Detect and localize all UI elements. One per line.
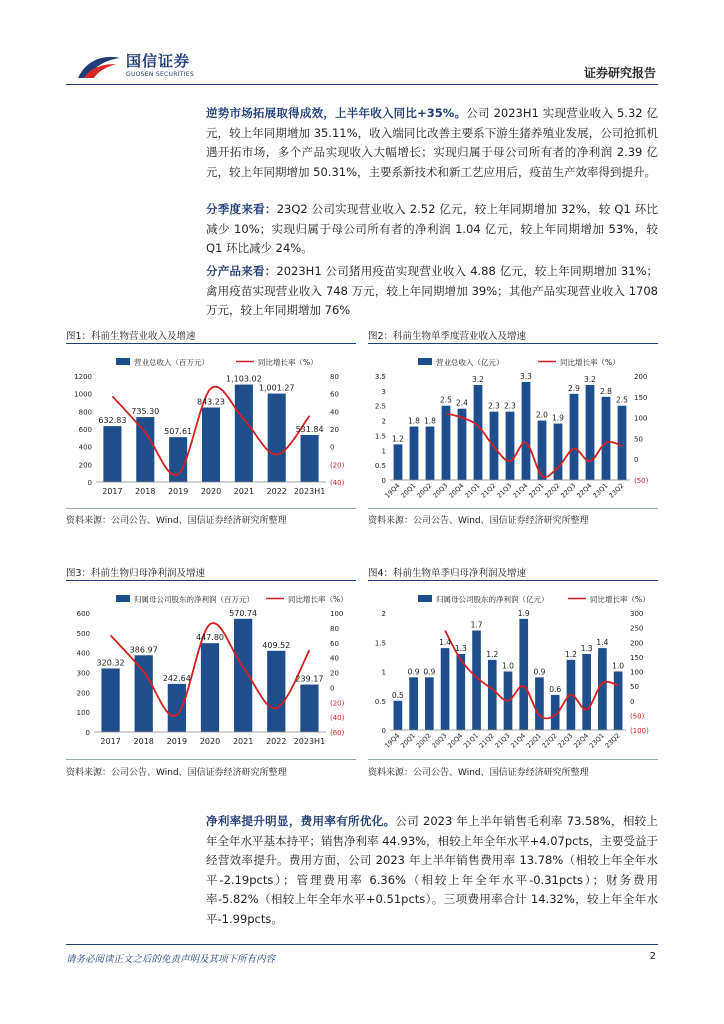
bar: [535, 677, 544, 730]
bar: [519, 619, 528, 730]
x-tick-label: 2023H1: [293, 737, 326, 746]
x-tick-label: 22Q2: [543, 481, 562, 500]
bar: [394, 444, 403, 480]
legend-bar-swatch: [418, 358, 432, 365]
x-tick-label: 2019: [167, 487, 189, 496]
y2-tick-label: 20: [330, 669, 339, 678]
bar-value-label: 2.9: [568, 383, 580, 393]
y-tick-label: 3.5: [374, 373, 386, 381]
y-tick-label: 400: [76, 649, 90, 658]
figure-4-title: 图4：科前生物单季归母净利润及增速: [368, 568, 527, 579]
y2-tick-label: 0: [630, 697, 635, 706]
bar-value-label: 1.8: [424, 416, 436, 426]
y-tick-label: 1: [381, 447, 386, 456]
x-tick-label: 23Q1: [587, 731, 606, 750]
x-tick-label: 2020: [200, 487, 222, 496]
x-tick-label: 2018: [133, 737, 154, 746]
figure-2-bottom-rule: [368, 508, 658, 509]
bar-value-label: 1.3: [580, 643, 593, 653]
legend-bar-label: 归属母公司股东的净利润（百万元）: [134, 595, 254, 604]
x-tick-label: 22Q4: [572, 731, 591, 750]
x-tick-label: 2018: [135, 487, 156, 496]
figure-2-top-rule: [368, 343, 658, 344]
y2-tick-label: 0: [330, 684, 335, 693]
y-tick-label: 300: [76, 669, 90, 678]
x-tick-label: 21Q3: [495, 481, 514, 500]
chart-legend: [116, 594, 348, 604]
y2-tick-label: 100: [630, 668, 644, 677]
y-tick-label: 2: [381, 417, 386, 426]
bar-value-label: 0.5: [391, 690, 404, 700]
bar: [586, 385, 595, 480]
chart-legend: [418, 594, 650, 604]
bar-value-label: 1,103.02: [226, 374, 262, 384]
figure-4-bottom-rule: [368, 759, 658, 760]
y2-tick-label: (20): [330, 699, 345, 708]
bar-value-label: 2.5: [616, 395, 628, 405]
x-tick-label: 19Q4: [383, 481, 402, 500]
bar-value-label: 2.3: [488, 401, 500, 411]
bar: [506, 412, 515, 480]
y2-tick-label: 100: [330, 610, 344, 618]
figure-3-chart: [66, 587, 356, 754]
report-type-label: 证券研究报告: [583, 66, 656, 80]
y2-tick-label: (50): [634, 477, 649, 485]
bar: [101, 668, 119, 732]
bar-value-label: 507.61: [164, 427, 193, 437]
bar-value-label: 3.3: [520, 371, 532, 381]
footer-disclaimer: 请务必阅读正文之后的免责声明及其项下所有内容: [66, 954, 276, 965]
paragraph-heading: 净利率提升明显，费用率有所优化。: [206, 814, 396, 828]
x-tick-label: 2017: [100, 737, 121, 746]
bar: [582, 654, 591, 730]
y2-tick-label: (20): [330, 461, 345, 470]
bar-value-label: 1.9: [552, 413, 564, 423]
y2-tick-label: 300: [630, 610, 644, 618]
bar: [425, 677, 434, 730]
bar: [394, 701, 403, 730]
bar: [570, 394, 579, 480]
growth-line: [446, 410, 622, 477]
y-tick-label: 1000: [74, 390, 92, 399]
figure-3-top-rule: [66, 580, 356, 581]
bar: [103, 426, 121, 482]
figure-1-source: 资料来源：公司公告、Wind、国信证券经济研究所整理: [66, 516, 287, 526]
x-tick-label: 23Q2: [607, 481, 626, 500]
x-tick-label: 20Q3: [431, 481, 450, 500]
x-tick-label: 20Q4: [446, 731, 465, 750]
y-tick-label: 200: [76, 689, 90, 698]
y2-tick-label: 150: [630, 653, 644, 662]
bar-value-label: 531.84: [295, 425, 324, 435]
figure-3-bottom-rule: [66, 759, 356, 760]
x-tick-label: 22Q3: [556, 731, 575, 750]
x-tick-label: 21Q2: [479, 481, 498, 500]
bar: [602, 397, 611, 480]
bar: [169, 437, 187, 482]
bar-value-label: 0.9: [407, 667, 420, 677]
legend-line-label: 同比增长率（%）: [288, 595, 348, 604]
bar-value-label: 242.64: [162, 673, 191, 683]
x-tick-label: 2022: [266, 737, 287, 746]
bar-value-label: 2.3: [504, 401, 516, 411]
y-tick-label: 0: [87, 479, 92, 487]
y-tick-label: 0.5: [374, 462, 386, 471]
y-tick-label: 1.5: [374, 639, 386, 648]
footer-divider: [66, 944, 658, 945]
bar-value-label: 843.23: [197, 397, 225, 407]
bar: [268, 394, 286, 482]
y2-tick-label: 200: [630, 639, 644, 648]
y-tick-label: 1200: [74, 373, 92, 381]
legend-bar-swatch: [116, 595, 130, 602]
paragraph-products: [206, 262, 658, 321]
x-tick-label: 20Q2: [414, 731, 433, 750]
x-tick-label: 22Q4: [575, 481, 594, 500]
y-tick-label: 800: [78, 408, 92, 417]
paragraph-margins: [206, 812, 658, 929]
x-tick-label: 2020: [199, 737, 221, 746]
x-tick-label: 21Q4: [509, 731, 528, 750]
y2-tick-label: (50): [630, 712, 645, 721]
figure-1-chart: [66, 350, 356, 504]
x-tick-label: 20Q1: [399, 481, 418, 500]
y2-tick-label: 50: [634, 435, 643, 444]
bar-value-label: 3.2: [584, 374, 596, 384]
y2-tick-label: 40: [330, 408, 339, 417]
y-tick-label: 600: [76, 610, 90, 618]
bar: [168, 684, 186, 732]
y2-tick-label: 80: [330, 624, 339, 633]
legend-bar-label: 营业总收入（亿元）: [436, 358, 504, 367]
legend-line-label: 同比增长率（%）: [560, 358, 620, 367]
header-divider: [66, 84, 658, 85]
y2-tick-label: 20: [330, 426, 339, 434]
y-tick-label: 0: [381, 477, 386, 485]
bar-value-label: 1.4: [596, 638, 609, 648]
bar-value-label: 570.74: [229, 608, 258, 618]
x-tick-label: 21Q4: [511, 481, 530, 500]
paragraph-heading: 逆势市场拓展取得成效，上半年收入同比+35%。: [206, 106, 467, 120]
figure-1-title: 图1：科前生物营业收入及增速: [66, 331, 196, 342]
bar-value-label: 1.2: [392, 434, 404, 444]
paragraph-body: 公司 2023H1 实现营业收入 5.32 亿元，较上年同期增加 35.11%，收入端同比改善主要系下游生猪养殖业发展，公司抢抓机遇开拓市场，多个产品实现收入大幅增长；实现归属于母公司所有者的净利润 2.39 亿元，较上年同期增加 50.31%，主要系新技术和新工艺应用后，疫苗生产效率得到提升。: [206, 106, 658, 179]
bar-value-label: 239.17: [295, 674, 324, 684]
y2-tick-label: (40): [330, 714, 345, 723]
legend-bar-label: 营业总收入（百万元）: [134, 358, 209, 367]
y-tick-label: 0.5: [374, 697, 386, 706]
x-tick-label: 20Q1: [398, 731, 418, 750]
y-tick-label: 0: [85, 729, 90, 737]
y2-tick-label: 200: [634, 373, 648, 381]
bar: [488, 660, 497, 730]
x-tick-label: 21Q3: [493, 731, 512, 750]
brand-name-en: GUOSEN SECURITIES: [126, 71, 195, 78]
bar: [474, 385, 483, 480]
paragraph-heading: 分产品来看：: [206, 264, 277, 278]
bar: [441, 648, 450, 730]
x-tick-label: 22Q2: [540, 731, 559, 750]
y2-tick-label: (100): [630, 727, 649, 735]
bar: [442, 406, 451, 480]
y-tick-label: 400: [78, 443, 92, 452]
bar-value-label: 2.5: [440, 395, 452, 405]
y2-tick-label: 40: [330, 654, 339, 663]
x-tick-label: 2021: [233, 487, 255, 496]
chart-legend: [418, 357, 620, 367]
legend-line-label: 同比增长率（%）: [590, 595, 650, 604]
figure-2-title: 图2：科前生物单季度营业收入及增速: [368, 331, 527, 342]
bar-value-label: 0.9: [423, 667, 436, 677]
page-number: 2: [649, 951, 656, 962]
x-tick-label: 21Q1: [463, 481, 482, 500]
paragraph-revenue: [206, 104, 658, 182]
bar: [201, 643, 219, 732]
y-tick-label: 1.5: [374, 432, 386, 441]
bar: [410, 427, 419, 480]
bar-value-label: 2.4: [456, 398, 468, 408]
bar: [522, 382, 531, 480]
y-tick-label: 2.5: [374, 402, 386, 411]
y2-tick-label: 100: [634, 414, 648, 423]
legend-bar-swatch: [418, 595, 432, 602]
y-tick-label: 500: [76, 629, 90, 638]
y-tick-label: 0: [381, 727, 386, 735]
bar-value-label: 632.83: [98, 416, 127, 426]
figure-4-source: 资料来源：公司公告、Wind、国信证券经济研究所整理: [368, 768, 589, 778]
bar-value-label: 1.0: [502, 661, 514, 671]
paragraph-body: 公司 2023 年上半年销售毛利率 73.58%，相较上年全年水平基本持平；销售净利率 44.93%，相较上年全年水平+4.07pcts，主要受益于经营效率提升。费用方面，公司 2023 年上半年销售费用率 13.78%（相较上年全年水平-2.19pcts）；管理费用率 6.36%（相较上年全年水平-0.31pcts）；财务费用率-5.82%（相较上年全年水平+0.51pcts）。三项费用率合计 14.32%，较上年全年水平-1.99pcts。: [206, 814, 658, 926]
x-tick-label: 23Q2: [603, 731, 622, 750]
x-tick-label: 22Q3: [559, 481, 578, 500]
bar-value-label: 1.7: [470, 620, 483, 630]
legend-bar-swatch: [116, 358, 130, 365]
figure-3-title: 图3：科前生物归母净利润及增速: [66, 568, 206, 579]
bar-value-label: 1.0: [612, 661, 625, 671]
x-tick-label: 19Q4: [383, 731, 402, 750]
bar: [301, 435, 319, 482]
figure-2-source: 资料来源：公司公告、Wind、国信证券经济研究所整理: [368, 516, 589, 526]
chart-legend: [116, 357, 318, 367]
y2-tick-label: 250: [630, 624, 644, 633]
bar: [202, 408, 220, 482]
bar-value-label: 3.2: [472, 374, 484, 384]
bar: [135, 655, 153, 732]
bar: [409, 677, 418, 730]
paragraph-body: 23Q2 公司实现营业收入 2.52 亿元，较上年同期增加 32%，较 Q1 环比减少 10%；实现归属于母公司所有者的净利润 1.04 亿元，较上年同期增加 53%，较 Q1 环比减少 24%。: [206, 202, 659, 255]
x-tick-label: 23Q1: [591, 481, 610, 500]
y2-tick-label: 60: [330, 639, 339, 648]
bar-value-label: 1,001.27: [258, 383, 295, 393]
bar-value-label: 1.4: [439, 638, 452, 648]
bar-value-label: 1.8: [408, 416, 420, 426]
y-tick-label: 3: [381, 387, 386, 396]
page-header: [0, 0, 724, 90]
bar: [618, 406, 627, 480]
y-tick-label: 200: [78, 461, 92, 470]
y2-tick-label: 80: [330, 373, 339, 381]
bar-value-label: 735.30: [131, 407, 160, 417]
bar: [267, 651, 285, 732]
y2-tick-label: (60): [330, 729, 345, 737]
bar: [426, 427, 435, 480]
x-tick-label: 21Q1: [461, 731, 480, 750]
bar: [614, 672, 623, 731]
bar-value-label: 386.97: [129, 645, 158, 655]
paragraph-heading: 分季度来看：: [206, 202, 277, 216]
figure-1-bottom-rule: [66, 508, 356, 509]
paragraph-body: 2023H1 公司猪用疫苗实现营业收入 4.88 亿元，较上年同期增加 31%；禽用疫苗实现营业收入 748 万元，较上年同期增加 39%；其他产品实现营业收入 1708 万元，较上年同期增加 76%: [206, 264, 658, 317]
bar: [136, 417, 154, 482]
bar: [235, 385, 253, 482]
x-tick-label: 20Q2: [415, 481, 434, 500]
bar: [300, 685, 318, 732]
x-tick-label: 2023H1: [293, 487, 326, 496]
bar-value-label: 320.32: [96, 658, 125, 668]
x-tick-label: 2019: [166, 737, 188, 746]
x-tick-label: 22Q1: [524, 731, 543, 750]
y2-tick-label: 0: [330, 443, 335, 452]
y-tick-label: 600: [78, 426, 92, 434]
legend-bar-label: 归属母公司股东的净利润（亿元）: [436, 595, 549, 604]
y2-tick-label: (40): [330, 479, 345, 487]
bar-value-label: 447.80: [196, 633, 224, 643]
figure-1-top-rule: [66, 343, 356, 344]
y2-tick-label: 50: [630, 683, 639, 692]
bar-value-label: 0.6: [549, 684, 562, 694]
y-tick-label: 100: [76, 709, 90, 718]
figure-3-source: 资料来源：公司公告、Wind、国信证券经济研究所整理: [66, 768, 287, 778]
y2-tick-label: 150: [634, 393, 648, 402]
bar: [456, 654, 465, 730]
bar-value-label: 1.9: [517, 608, 530, 618]
y-tick-label: 2: [381, 610, 386, 618]
paragraph-quarterly: [206, 200, 658, 259]
x-tick-label: 2021: [232, 737, 254, 746]
x-tick-label: 2022: [266, 487, 287, 496]
bar-value-label: 2.0: [536, 410, 548, 420]
x-tick-label: 22Q1: [527, 481, 546, 500]
figure-4-chart: [368, 587, 658, 754]
guosen-logo-icon: [76, 52, 122, 82]
brand-name-cn: 国信证券: [126, 52, 191, 70]
legend-line-label: 同比增长率（%）: [258, 358, 318, 367]
x-tick-label: 20Q3: [430, 731, 449, 750]
x-tick-label: 2017: [102, 487, 123, 496]
figure-2-chart: [368, 350, 658, 504]
figure-4-top-rule: [368, 580, 658, 581]
bar-value-label: 409.52: [262, 640, 291, 650]
bar-value-label: 0.9: [533, 667, 546, 677]
x-tick-label: 21Q2: [477, 731, 496, 750]
x-tick-label: 20Q4: [447, 481, 466, 500]
y2-tick-label: 0: [634, 456, 639, 465]
bar-value-label: 1.3: [454, 643, 467, 653]
y-tick-label: 1: [381, 668, 386, 677]
bar-value-label: 1.2: [486, 649, 499, 659]
bar-value-label: 2.8: [600, 386, 612, 396]
bar-value-label: 1.2: [564, 649, 577, 659]
y2-tick-label: 60: [330, 390, 339, 399]
